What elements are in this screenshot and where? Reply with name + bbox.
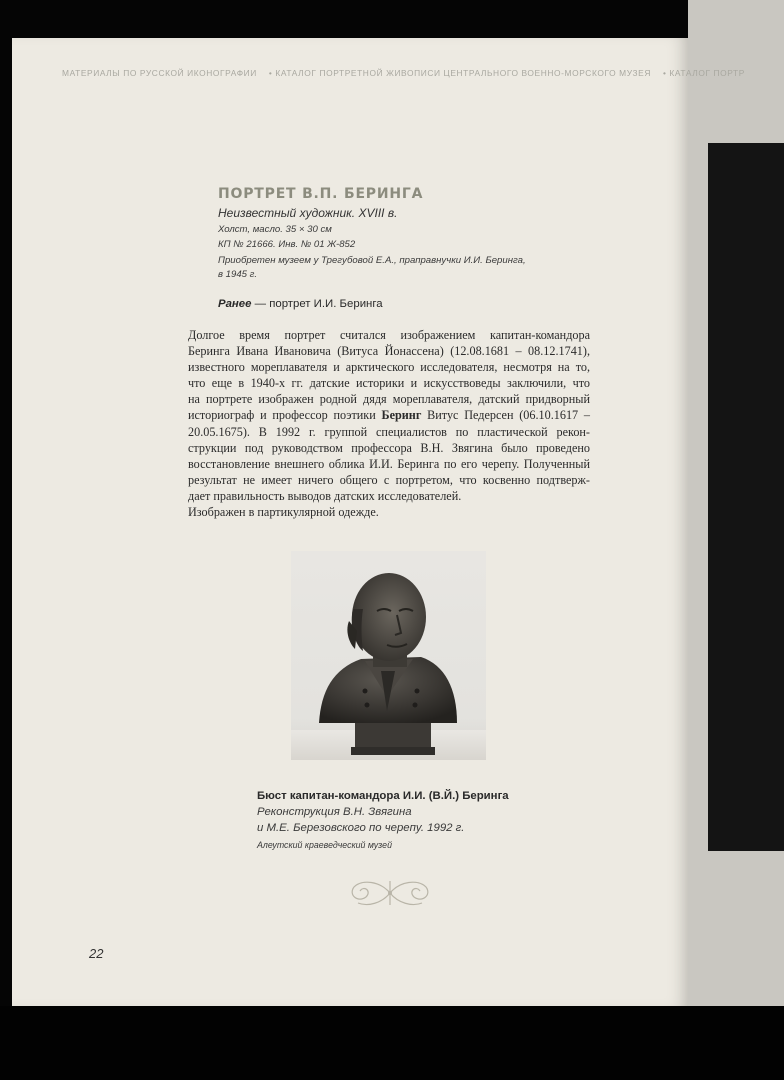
caption-line-1: Реконструкция В.Н. Звягина xyxy=(257,806,412,818)
running-head-left: МАТЕРИАЛЫ ПО РУССКОЙ ИКОНОГРАФИИ xyxy=(62,68,257,78)
body-line-6-a: историограф и профессор поэтики xyxy=(188,408,382,423)
description-text xyxy=(188,327,590,520)
page-number: 22 xyxy=(89,946,104,961)
entry-provenance-line-2: в 1945 г. xyxy=(218,269,258,280)
body-line-6 xyxy=(188,407,590,423)
body-line-12: Изображен в партикулярной одежде. xyxy=(188,505,379,520)
earlier-attribution xyxy=(218,298,383,310)
body-line-5: на портрете изображен родной дядя мореплавателя, датский придворный xyxy=(188,392,590,407)
body-line-1: Долгое время портрет считался изображением капитан-командора xyxy=(188,328,590,342)
earlier-text: — портрет И.И. Беринга xyxy=(251,298,383,310)
bronze-bust-image xyxy=(291,551,486,760)
entry-inventory: КП № 21666. Инв. № 01 Ж-852 xyxy=(218,239,356,250)
ornament-icon xyxy=(344,873,436,913)
book-page xyxy=(12,38,688,1006)
running-head xyxy=(62,68,784,78)
entry-title: ПОРТРЕТ В.П. БЕРИНГА xyxy=(218,186,424,202)
caption-line-2: и М.Е. Березовского по черепу. 1992 г. xyxy=(257,822,465,834)
caption-title: Бюст капитан-командора И.И. (В.Й.) Беринга xyxy=(257,790,509,802)
body-line-2: Беринга Ивана Ивановича (Витуса Йонассена) (12.08.1681 – 08.12.1741), xyxy=(188,344,590,359)
adjacent-page-dark-area xyxy=(708,143,784,851)
body-line-8: струкции под руководством профессора В.Н. Звягина было проведено xyxy=(188,440,590,455)
body-line-10: результат не имеет ничего общего с портретом, что косвенно подтверж- xyxy=(188,472,590,487)
running-head-right: • КАТАЛОГ ПОРТР xyxy=(662,68,745,78)
entry-artist: Неизвестный художник. XVIII в. xyxy=(218,206,398,220)
body-line-11: дает правильность выводов датских исследователей. xyxy=(188,488,462,503)
scan-border-bottom xyxy=(0,1006,784,1080)
entry-provenance-line-1: Приобретен музеем у Трегубовой Е.А., праправнучки И.И. Беринга, xyxy=(218,255,526,266)
body-line-9: восстановление внешнего облика И.И. Беринга по его черепу. Полученный xyxy=(188,456,590,471)
body-line-4: что еще в 1940-х гг. датские историки и искусствоведы заключили, что xyxy=(188,376,590,391)
entry-medium: Холст, масло. 35 × 30 см xyxy=(218,224,332,235)
body-line-7: 20.05.1675). В 1992 г. группой специалистов по пластической рекон- xyxy=(188,424,590,439)
running-head-middle: • КАТАЛОГ ПОРТРЕТНОЙ ЖИВОПИСИ ЦЕНТРАЛЬНОГО ВОЕННО-МОРСКОГО МУЗЕЯ xyxy=(268,68,651,78)
body-line-6-c: Витус Педерсен (06.10.1617 – xyxy=(421,408,591,423)
body-line-3: известного мореплавателя и арктического исследователя, несмотря на то, xyxy=(188,360,590,375)
earlier-label: Ранее xyxy=(218,298,252,310)
bust-photo xyxy=(291,551,486,760)
body-name-bering: Беринг xyxy=(381,408,422,423)
caption-museum: Алеутский краеведческий музей xyxy=(257,840,392,850)
